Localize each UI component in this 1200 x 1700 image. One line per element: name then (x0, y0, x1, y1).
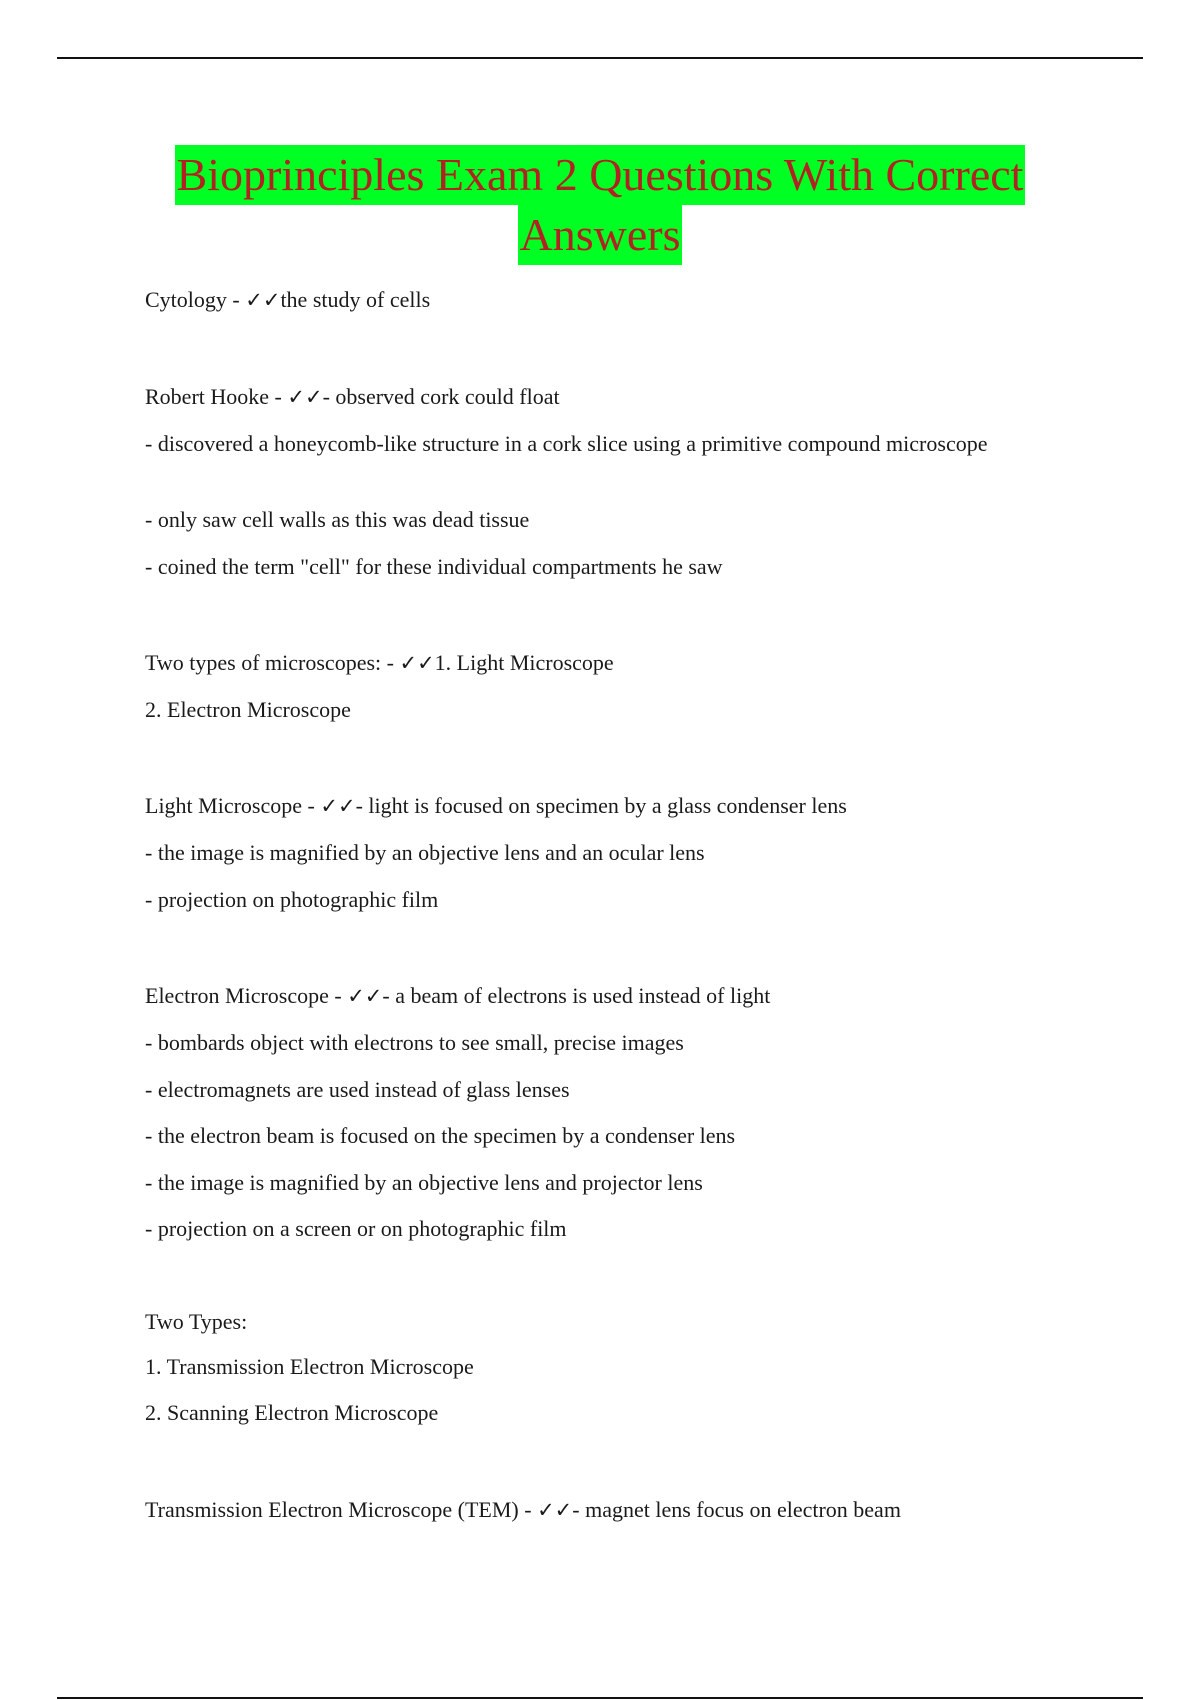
card-term: Robert Hooke - (145, 384, 288, 409)
check-icon: ✓✓ (245, 288, 281, 312)
card-light-microscope (145, 791, 1045, 821)
footer-rule (57, 1697, 1143, 1699)
check-icon: ✓✓ (320, 794, 356, 818)
card-line: Two Types: (145, 1309, 248, 1334)
card-line: 1. Transmission Electron Microscope (145, 1354, 474, 1379)
card-cytology (145, 285, 1045, 315)
card-line: - the image is magnified by an objective lens and projector lens (145, 1170, 703, 1195)
card-answer: 1. Light Microscope (434, 650, 614, 675)
card-line: - electromagnets are used instead of glass lenses (145, 1077, 570, 1102)
card-electron-microscope (145, 981, 1045, 1011)
title-line-2: Answers (518, 205, 683, 265)
card-answer: - magnet lens focus on electron beam (572, 1497, 901, 1522)
card-line: - the electron beam is focused on the specimen by a condenser lens (145, 1123, 736, 1148)
card-answer: - a beam of electrons is used instead of light (382, 983, 771, 1008)
card-answer: the study of cells (280, 287, 431, 312)
card-line: - projection on a screen or on photographic film (145, 1216, 567, 1241)
card-tem (145, 1495, 1045, 1525)
card-line: - only saw cell walls as this was dead tissue (145, 507, 530, 532)
card-robert-hooke (145, 382, 1045, 412)
card-line: - bombards object with electrons to see small, precise images (145, 1030, 684, 1055)
card-term: Transmission Electron Microscope (TEM) - (145, 1497, 538, 1522)
card-two-types-microscopes (145, 648, 1045, 678)
title-line-1: Bioprinciples Exam 2 Questions With Correct (175, 145, 1026, 205)
card-line: 2. Electron Microscope (145, 697, 351, 722)
card-line: 2. Scanning Electron Microscope (145, 1400, 439, 1425)
card-term: Light Microscope - (145, 793, 321, 818)
card-line: - discovered a honeycomb-like structure in a cork slice using a primitive compound microscope (145, 431, 988, 456)
card-line: - projection on photographic film (145, 887, 439, 912)
check-icon: ✓✓ (287, 385, 323, 409)
card-answer: - observed cork could float (322, 384, 560, 409)
card-answer: - light is focused on specimen by a glass condenser lens (355, 793, 847, 818)
card-term: Cytology - (145, 287, 246, 312)
card-line: - coined the term "cell" for these individual compartments he saw (145, 554, 723, 579)
check-icon: ✓✓ (399, 651, 435, 675)
card-term: Electron Microscope - (145, 983, 348, 1008)
card-term: Two types of microscopes: - (145, 650, 400, 675)
check-icon: ✓✓ (537, 1498, 573, 1522)
check-icon: ✓✓ (347, 984, 383, 1008)
card-line: - the image is magnified by an objective lens and an ocular lens (145, 840, 705, 865)
